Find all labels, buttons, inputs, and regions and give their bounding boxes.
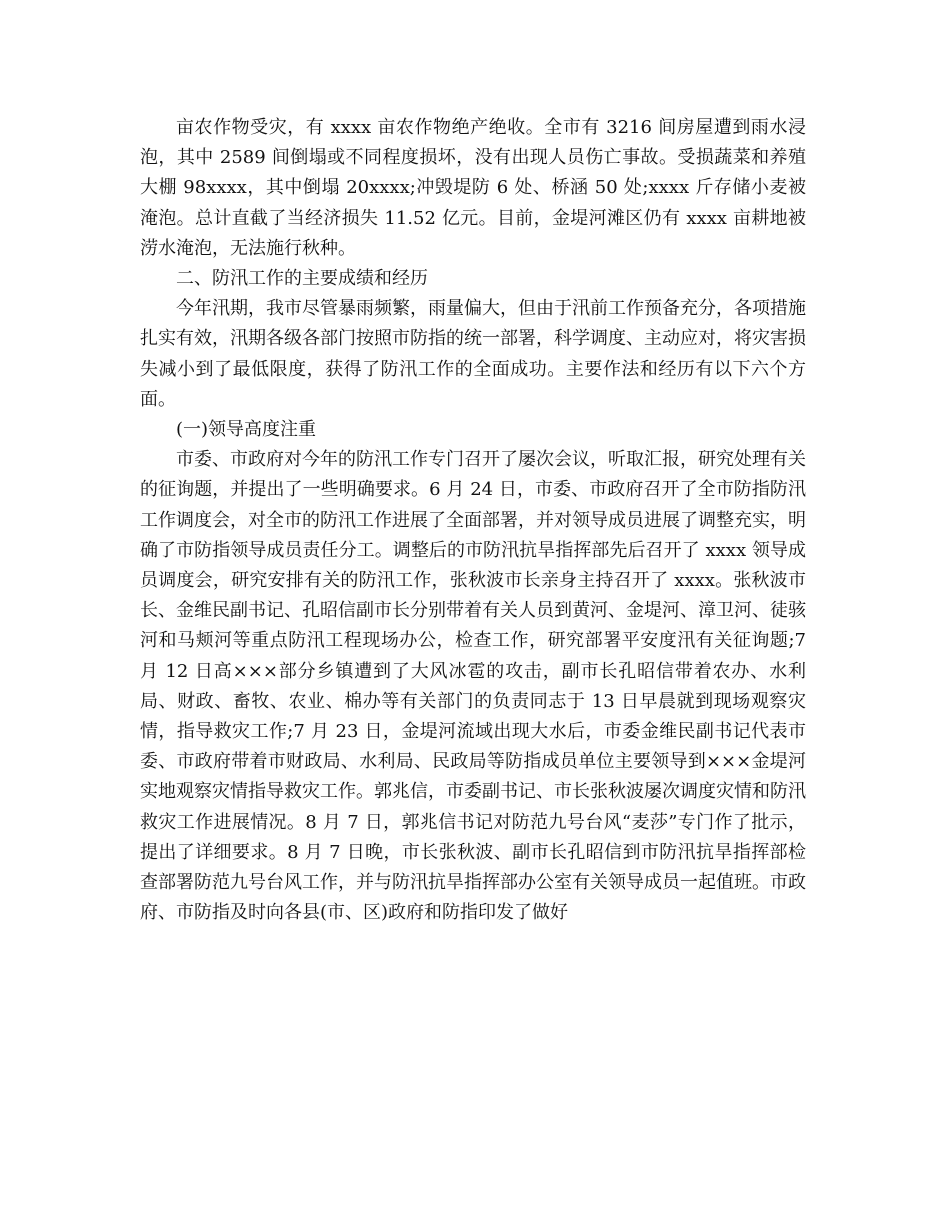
document-body xyxy=(140,113,806,928)
section-heading-achievements: 二、防汛工作的主要成绩和经历 xyxy=(176,268,428,290)
subsection-heading-leadership: (一)领导高度注重 xyxy=(176,419,317,441)
paragraph-flood-season-summary: 今年汛期，我市尽管暴雨频繁，雨量偏大，但由于汛前工作预备充分，各项措施扎实有效，汛期各级各部门按照市防指的统一部署，科学调度、主动应对，将灾害损失减小到了最低限度，获得了防汛工作的全面成功。主要作法和经历有以下六个方面。 xyxy=(140,298,806,410)
paragraph-leadership-details: 市委、市政府对今年的防汛工作专门召开了屡次会议，听取汇报，研究处理有关的征询题，并提出了一些明确要求。6 月 24 日，市委、市政府召开了全市防指防汛工作调度会，对全市的防汛工作进展了全面部署，并对领导成员进展了调整充实，明确了市防指领导成员责任分工。调整后的市防汛抗旱指挥部先后召开了 xxxx 领导成员调度会，研究安排有关的防汛工作，张秋波市长亲身主持召开了 xxxx。张秋波市长、金维民副书记、孔昭信副市长分别带着有关人员到黄河、金堤河、漳卫河、徒骇河和马颊河等重点防汛工程现场办公，检查工作，研究部署平安度汛有关征询题;7 月 12 日高×××部分乡镇遭到了大风冰雹的攻击，副市长孔昭信带着农办、水利局、财政、畜牧、农业、棉办等有关部门的负责同志于 13 日早晨就到现场观察灾情，指导救灾工作;7 月 23 日，金堤河流域出现大水后，市委金维民副书记代表市委、市政府带着市财政局、水利局、民政局等防指成员单位主要领导到×××金堤河实地观察灾情指导救灾工作。郭兆信，市委副书记、市长张秋波屡次调度灾情和防汛救灾工作进展情况。8 月 7 日，郭兆信书记对防范九号台风“麦莎”专门作了批示，提出了详细要求。8 月 7 日晚，市长张秋波、副市长孔昭信到市防汛抗旱指挥部检查部署防范九号台风工作，并与防汛抗旱指挥部办公室有关领导成员一起值班。市政府、市防指及时向各县(市、区)政府和防指印发了做好 xyxy=(140,449,806,924)
paragraph-disaster-losses: 亩农作物受灾，有 xxxx 亩农作物绝产绝收。全市有 3216 间房屋遭到雨水浸泡，其中 2589 间倒塌或不同程度损坏，没有出现人员伤亡事故。受损蔬菜和养殖大棚 98xxxx，其中倒塌 20xxxx;冲毁堤防 6 处、桥涵 50 处;xxxx 斤存储小麦被淹泡。总计直截了当经济损失 11.52 亿元。目前，金堤河滩区仍有 xxxx 亩耕地被涝水淹泡，无法施行秋种。 xyxy=(140,117,806,259)
